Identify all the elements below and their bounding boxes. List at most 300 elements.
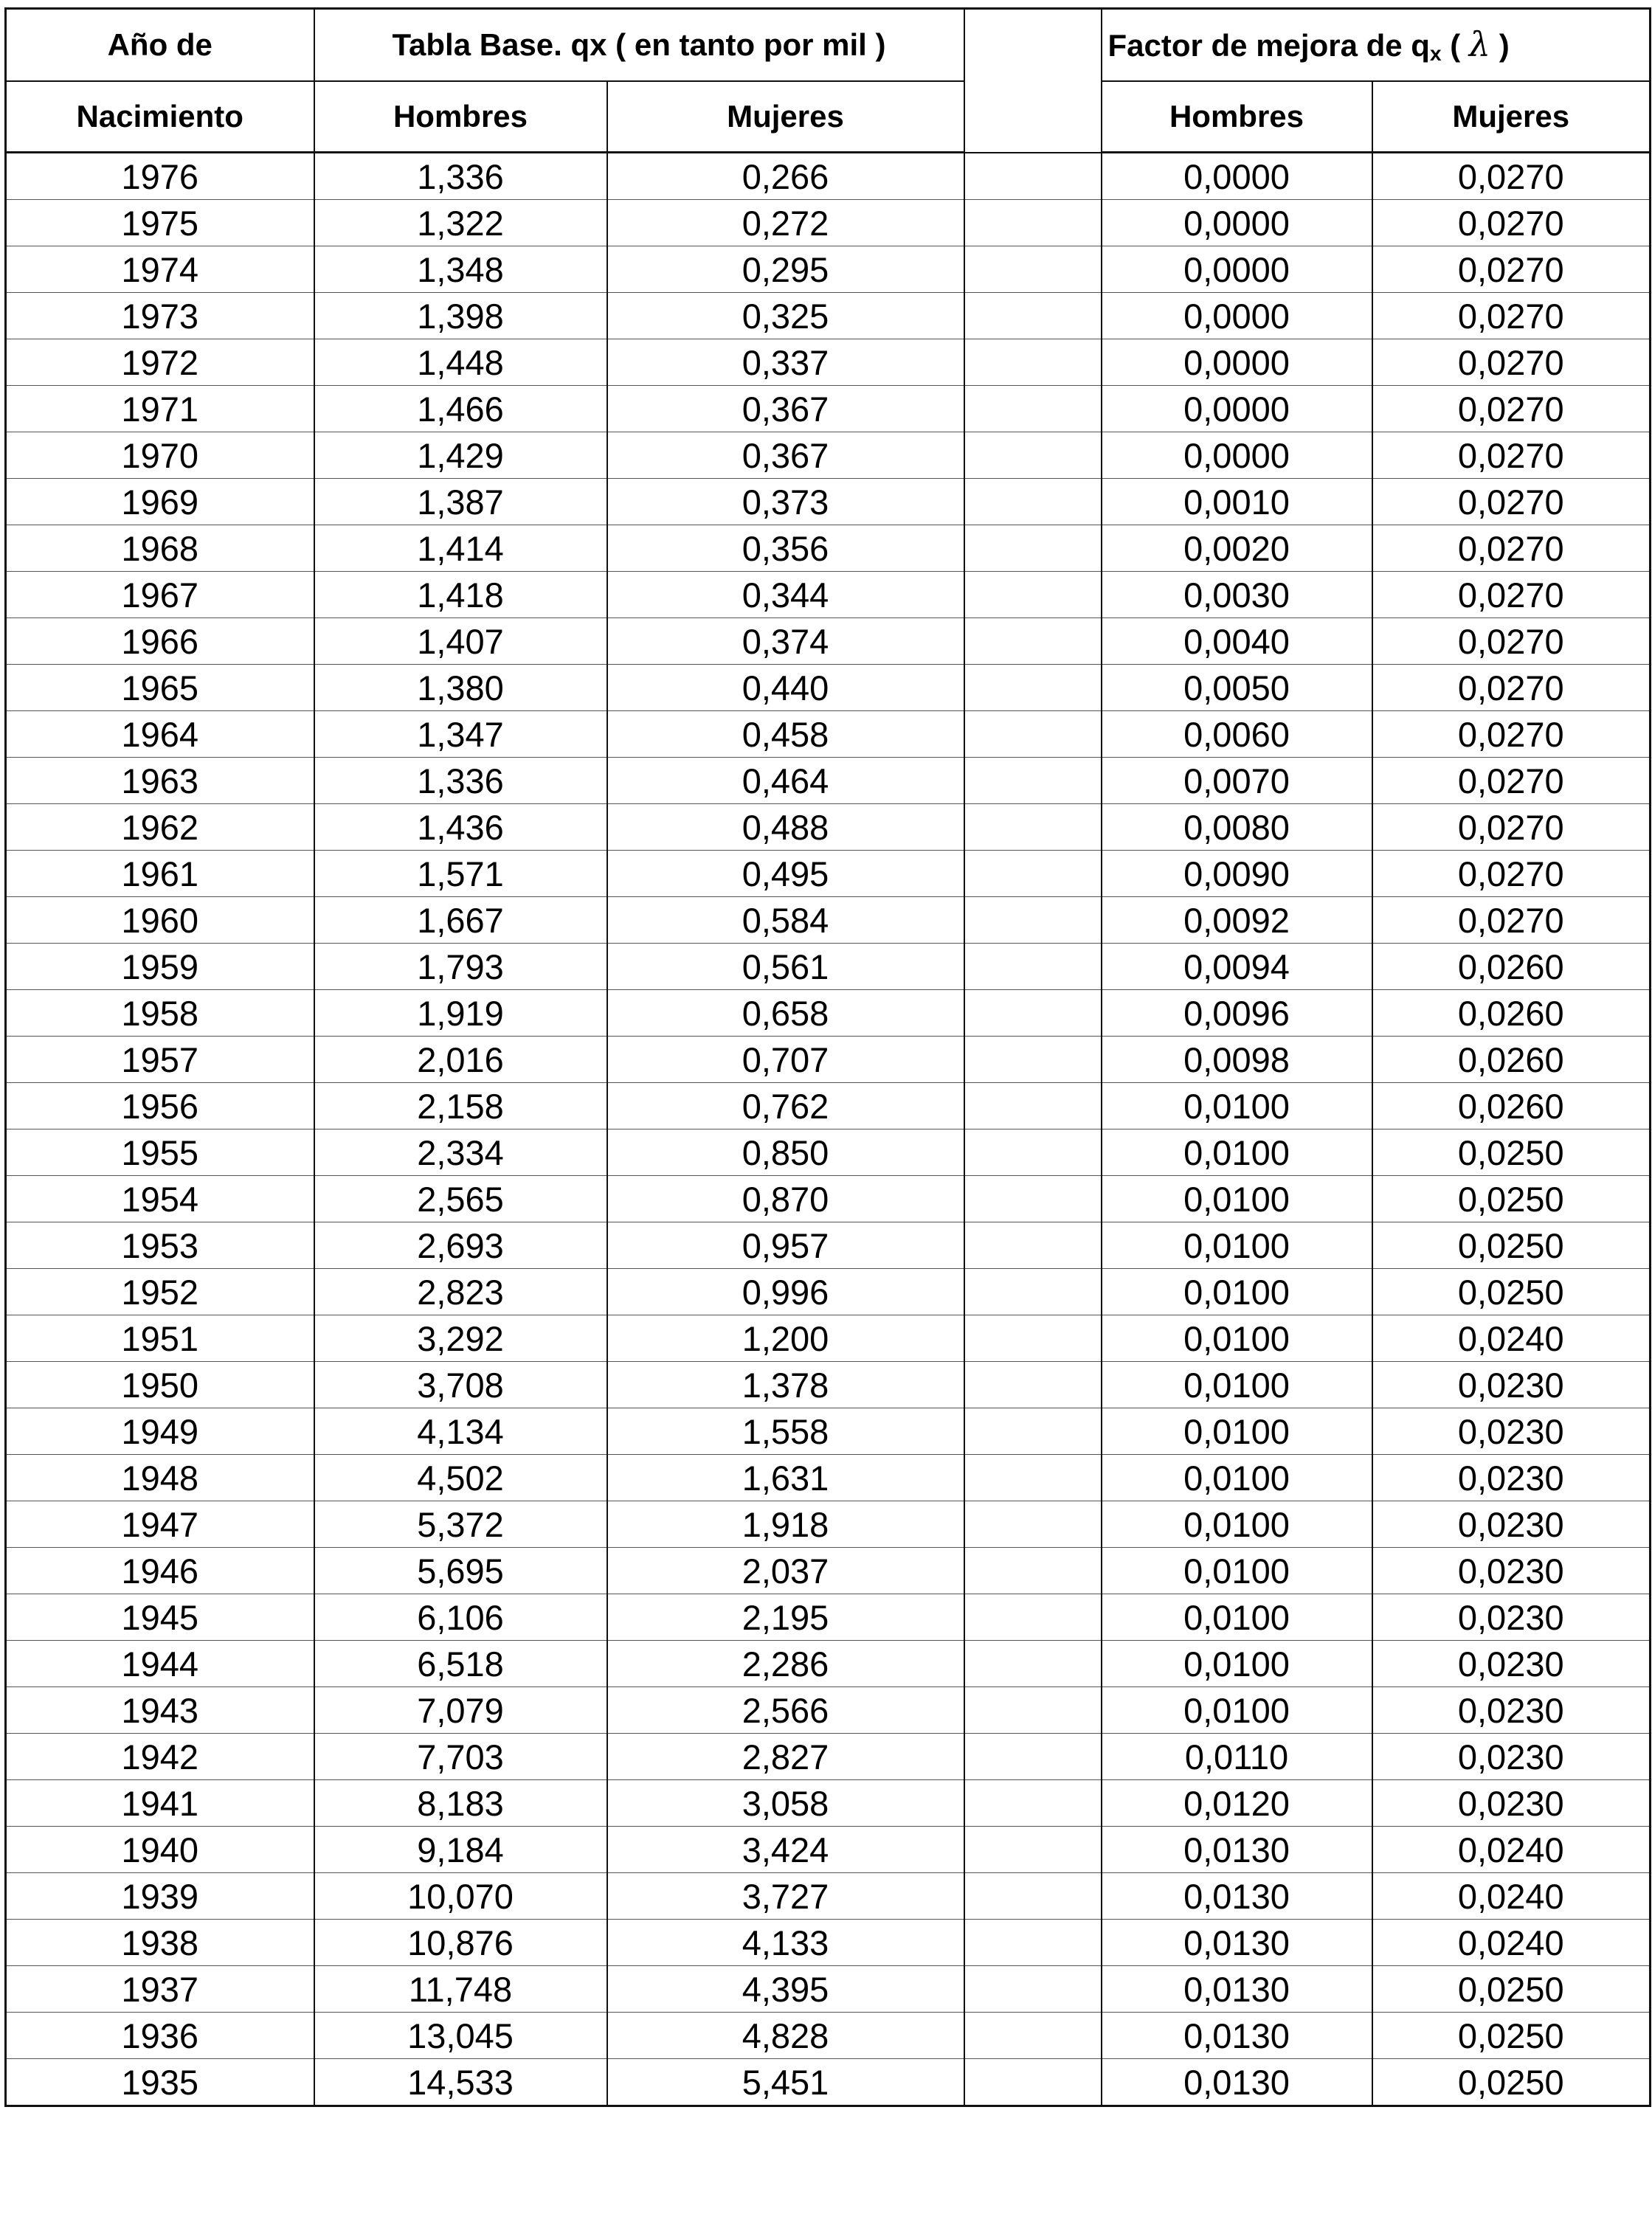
cell-factor-women: 0,0270	[1372, 386, 1651, 432]
cell-qx-women: 0,356	[607, 525, 964, 572]
cell-factor-men: 0,0096	[1102, 990, 1372, 1037]
table-row	[6, 293, 1651, 339]
cell-factor-men: 0,0030	[1102, 572, 1372, 618]
cell-birth-year: 1970	[6, 432, 314, 479]
cell-factor-men: 0,0090	[1102, 851, 1372, 897]
cell-spacer	[964, 1687, 1102, 1734]
cell-qx-women: 5,451	[607, 2059, 964, 2106]
cell-qx-men: 1,336	[314, 153, 607, 200]
header-improvement-men: Hombres	[1102, 81, 1372, 153]
cell-birth-year: 1945	[6, 1594, 314, 1641]
cell-qx-women: 0,870	[607, 1176, 964, 1222]
cell-qx-men: 1,336	[314, 758, 607, 804]
cell-qx-men: 10,876	[314, 1920, 607, 1966]
table-row	[6, 897, 1651, 944]
cell-qx-women: 3,058	[607, 1780, 964, 1827]
cell-spacer	[964, 1734, 1102, 1780]
cell-qx-men: 1,418	[314, 572, 607, 618]
cell-factor-women: 0,0250	[1372, 2013, 1651, 2059]
cell-spacer	[964, 479, 1102, 525]
cell-qx-men: 1,414	[314, 525, 607, 572]
header-base-men: Hombres	[314, 81, 607, 153]
cell-factor-men: 0,0100	[1102, 1362, 1372, 1408]
cell-qx-men: 2,158	[314, 1083, 607, 1129]
cell-birth-year: 1936	[6, 2013, 314, 2059]
cell-factor-women: 0,0270	[1372, 758, 1651, 804]
cell-qx-men: 1,322	[314, 200, 607, 246]
cell-factor-women: 0,0270	[1372, 293, 1651, 339]
cell-factor-women: 0,0240	[1372, 1873, 1651, 1920]
cell-qx-women: 0,266	[607, 153, 964, 200]
cell-birth-year: 1957	[6, 1037, 314, 1083]
cell-factor-women: 0,0250	[1372, 1269, 1651, 1315]
cell-qx-women: 0,850	[607, 1129, 964, 1176]
cell-factor-women: 0,0250	[1372, 2059, 1651, 2106]
table-row	[6, 665, 1651, 711]
cell-birth-year: 1954	[6, 1176, 314, 1222]
cell-factor-women: 0,0270	[1372, 153, 1651, 200]
cell-factor-women: 0,0270	[1372, 572, 1651, 618]
cell-factor-women: 0,0230	[1372, 1641, 1651, 1687]
cell-factor-men: 0,0080	[1102, 804, 1372, 851]
table-row	[6, 1083, 1651, 1129]
header-base-women: Mujeres	[607, 81, 964, 153]
cell-spacer	[964, 293, 1102, 339]
table-row	[6, 479, 1651, 525]
cell-qx-men: 2,016	[314, 1037, 607, 1083]
cell-spacer	[964, 2013, 1102, 2059]
cell-qx-men: 3,708	[314, 1362, 607, 1408]
cell-factor-men: 0,0100	[1102, 1083, 1372, 1129]
cell-qx-men: 9,184	[314, 1827, 607, 1873]
table-row	[6, 1037, 1651, 1083]
cell-qx-women: 1,631	[607, 1455, 964, 1501]
table-row	[6, 804, 1651, 851]
cell-qx-men: 1,793	[314, 944, 607, 990]
cell-qx-women: 0,957	[607, 1222, 964, 1269]
table-row	[6, 1920, 1651, 1966]
cell-qx-women: 0,440	[607, 665, 964, 711]
cell-spacer	[964, 1873, 1102, 1920]
cell-factor-men: 0,0020	[1102, 525, 1372, 572]
table-row	[6, 1734, 1651, 1780]
header-birth-year-line2: Nacimiento	[6, 81, 314, 153]
cell-factor-women: 0,0270	[1372, 665, 1651, 711]
cell-birth-year: 1961	[6, 851, 314, 897]
cell-birth-year: 1972	[6, 339, 314, 386]
cell-factor-men: 0,0100	[1102, 1501, 1372, 1548]
cell-factor-men: 0,0000	[1102, 432, 1372, 479]
cell-spacer	[964, 990, 1102, 1037]
cell-qx-women: 4,133	[607, 1920, 964, 1966]
cell-qx-men: 2,693	[314, 1222, 607, 1269]
cell-factor-women: 0,0240	[1372, 1827, 1651, 1873]
cell-factor-men: 0,0100	[1102, 1594, 1372, 1641]
table-row	[6, 2013, 1651, 2059]
table-row	[6, 1966, 1651, 2013]
cell-qx-men: 10,070	[314, 1873, 607, 1920]
cell-birth-year: 1951	[6, 1315, 314, 1362]
cell-factor-men: 0,0000	[1102, 246, 1372, 293]
cell-factor-women: 0,0260	[1372, 1037, 1651, 1083]
cell-factor-men: 0,0100	[1102, 1455, 1372, 1501]
cell-qx-men: 13,045	[314, 2013, 607, 2059]
cell-factor-women: 0,0230	[1372, 1687, 1651, 1734]
cell-birth-year: 1971	[6, 386, 314, 432]
cell-factor-women: 0,0230	[1372, 1408, 1651, 1455]
cell-factor-men: 0,0100	[1102, 1687, 1372, 1734]
cell-qx-women: 2,566	[607, 1687, 964, 1734]
header-improvement-women: Mujeres	[1372, 81, 1651, 153]
cell-birth-year: 1952	[6, 1269, 314, 1315]
table-row	[6, 990, 1651, 1037]
cell-factor-women: 0,0270	[1372, 618, 1651, 665]
cell-factor-women: 0,0270	[1372, 339, 1651, 386]
table-row	[6, 386, 1651, 432]
cell-qx-men: 5,695	[314, 1548, 607, 1594]
cell-birth-year: 1967	[6, 572, 314, 618]
cell-spacer	[964, 1362, 1102, 1408]
cell-factor-women: 0,0230	[1372, 1780, 1651, 1827]
cell-birth-year: 1960	[6, 897, 314, 944]
cell-factor-men: 0,0130	[1102, 2013, 1372, 2059]
cell-birth-year: 1968	[6, 525, 314, 572]
cell-factor-women: 0,0230	[1372, 1548, 1651, 1594]
cell-qx-men: 3,292	[314, 1315, 607, 1362]
header-improvement-prefix: Factor de mejora de q	[1107, 28, 1430, 63]
cell-birth-year: 1947	[6, 1501, 314, 1548]
cell-factor-men: 0,0100	[1102, 1129, 1372, 1176]
cell-factor-men: 0,0100	[1102, 1315, 1372, 1362]
cell-factor-men: 0,0130	[1102, 1966, 1372, 2013]
cell-factor-men: 0,0110	[1102, 1734, 1372, 1780]
cell-qx-women: 0,561	[607, 944, 964, 990]
cell-factor-men: 0,0040	[1102, 618, 1372, 665]
cell-spacer	[964, 1920, 1102, 1966]
cell-qx-men: 8,183	[314, 1780, 607, 1827]
cell-spacer	[964, 432, 1102, 479]
cell-qx-women: 0,488	[607, 804, 964, 851]
cell-qx-women: 0,374	[607, 618, 964, 665]
cell-qx-women: 0,762	[607, 1083, 964, 1129]
table-row	[6, 758, 1651, 804]
cell-qx-women: 2,037	[607, 1548, 964, 1594]
table-row	[6, 944, 1651, 990]
cell-birth-year: 1942	[6, 1734, 314, 1780]
cell-qx-women: 0,295	[607, 246, 964, 293]
cell-qx-men: 7,079	[314, 1687, 607, 1734]
cell-factor-men: 0,0050	[1102, 665, 1372, 711]
cell-qx-men: 4,134	[314, 1408, 607, 1455]
cell-factor-women: 0,0270	[1372, 851, 1651, 897]
cell-birth-year: 1973	[6, 293, 314, 339]
cell-spacer	[964, 572, 1102, 618]
cell-spacer	[964, 1176, 1102, 1222]
table-row	[6, 851, 1651, 897]
cell-spacer	[964, 1222, 1102, 1269]
cell-factor-men: 0,0130	[1102, 1827, 1372, 1873]
table-row	[6, 1222, 1651, 1269]
cell-factor-men: 0,0000	[1102, 153, 1372, 200]
header-birth-year-line1: Año de	[6, 9, 314, 82]
cell-factor-men: 0,0100	[1102, 1548, 1372, 1594]
cell-qx-men: 1,571	[314, 851, 607, 897]
cell-qx-men: 2,823	[314, 1269, 607, 1315]
cell-birth-year: 1974	[6, 246, 314, 293]
cell-qx-women: 0,464	[607, 758, 964, 804]
table-row	[6, 572, 1651, 618]
cell-birth-year: 1938	[6, 1920, 314, 1966]
table-row	[6, 339, 1651, 386]
cell-factor-men: 0,0100	[1102, 1408, 1372, 1455]
cell-spacer	[964, 758, 1102, 804]
cell-factor-men: 0,0130	[1102, 2059, 1372, 2106]
table-row	[6, 1548, 1651, 1594]
cell-qx-men: 1,348	[314, 246, 607, 293]
cell-qx-men: 14,533	[314, 2059, 607, 2106]
cell-factor-men: 0,0000	[1102, 339, 1372, 386]
table-row	[6, 1873, 1651, 1920]
cell-qx-men: 1,380	[314, 665, 607, 711]
table-row	[6, 618, 1651, 665]
cell-qx-women: 0,344	[607, 572, 964, 618]
cell-birth-year: 1965	[6, 665, 314, 711]
table-row	[6, 1408, 1651, 1455]
cell-spacer	[964, 1641, 1102, 1687]
cell-birth-year: 1946	[6, 1548, 314, 1594]
cell-birth-year: 1975	[6, 200, 314, 246]
cell-qx-women: 0,707	[607, 1037, 964, 1083]
cell-factor-men: 0,0100	[1102, 1269, 1372, 1315]
cell-factor-women: 0,0250	[1372, 1222, 1651, 1269]
table-row	[6, 1176, 1651, 1222]
cell-qx-women: 2,286	[607, 1641, 964, 1687]
cell-qx-men: 1,448	[314, 339, 607, 386]
cell-qx-women: 1,378	[607, 1362, 964, 1408]
cell-qx-women: 0,272	[607, 200, 964, 246]
cell-qx-women: 0,367	[607, 386, 964, 432]
cell-spacer	[964, 386, 1102, 432]
cell-spacer	[964, 1269, 1102, 1315]
cell-qx-men: 7,703	[314, 1734, 607, 1780]
cell-qx-women: 3,727	[607, 1873, 964, 1920]
table-row	[6, 432, 1651, 479]
cell-factor-women: 0,0240	[1372, 1920, 1651, 1966]
cell-factor-women: 0,0270	[1372, 200, 1651, 246]
cell-factor-women: 0,0230	[1372, 1594, 1651, 1641]
cell-factor-men: 0,0010	[1102, 479, 1372, 525]
cell-qx-women: 1,918	[607, 1501, 964, 1548]
cell-factor-women: 0,0230	[1372, 1734, 1651, 1780]
cell-qx-men: 1,387	[314, 479, 607, 525]
header-row-1	[6, 9, 1651, 82]
cell-qx-women: 0,325	[607, 293, 964, 339]
cell-factor-women: 0,0260	[1372, 944, 1651, 990]
cell-qx-men: 2,565	[314, 1176, 607, 1222]
cell-factor-men: 0,0000	[1102, 293, 1372, 339]
cell-qx-women: 4,828	[607, 2013, 964, 2059]
table-row	[6, 1129, 1651, 1176]
cell-qx-men: 1,466	[314, 386, 607, 432]
cell-birth-year: 1953	[6, 1222, 314, 1269]
cell-spacer	[964, 851, 1102, 897]
cell-factor-men: 0,0098	[1102, 1037, 1372, 1083]
cell-factor-women: 0,0270	[1372, 479, 1651, 525]
table-row	[6, 246, 1651, 293]
cell-birth-year: 1937	[6, 1966, 314, 2013]
cell-birth-year: 1956	[6, 1083, 314, 1129]
cell-spacer	[964, 1455, 1102, 1501]
table-row	[6, 1315, 1651, 1362]
cell-factor-women: 0,0230	[1372, 1455, 1651, 1501]
cell-factor-women: 0,0260	[1372, 1083, 1651, 1129]
cell-spacer	[964, 1780, 1102, 1827]
cell-spacer	[964, 339, 1102, 386]
cell-factor-women: 0,0230	[1372, 1501, 1651, 1548]
cell-qx-women: 0,373	[607, 479, 964, 525]
cell-birth-year: 1969	[6, 479, 314, 525]
cell-factor-women: 0,0270	[1372, 525, 1651, 572]
cell-birth-year: 1964	[6, 711, 314, 758]
cell-qx-men: 1,919	[314, 990, 607, 1037]
cell-birth-year: 1962	[6, 804, 314, 851]
header-improvement-subscript: x	[1429, 42, 1442, 65]
cell-spacer	[964, 944, 1102, 990]
cell-spacer	[964, 1315, 1102, 1362]
table-row	[6, 1641, 1651, 1687]
cell-birth-year: 1939	[6, 1873, 314, 1920]
cell-spacer	[964, 1083, 1102, 1129]
cell-spacer	[964, 897, 1102, 944]
cell-spacer	[964, 1037, 1102, 1083]
cell-spacer	[964, 2059, 1102, 2106]
table-row	[6, 1594, 1651, 1641]
cell-factor-men: 0,0070	[1102, 758, 1372, 804]
cell-factor-women: 0,0240	[1372, 1315, 1651, 1362]
table-row	[6, 2059, 1651, 2106]
cell-qx-men: 1,429	[314, 432, 607, 479]
table-row	[6, 1362, 1651, 1408]
cell-qx-men: 11,748	[314, 1966, 607, 2013]
header-row-2	[6, 81, 1651, 153]
cell-birth-year: 1955	[6, 1129, 314, 1176]
table-row	[6, 1827, 1651, 1873]
header-spacer	[964, 9, 1102, 153]
cell-factor-men: 0,0094	[1102, 944, 1372, 990]
cell-qx-men: 1,407	[314, 618, 607, 665]
header-improvement-open: (	[1441, 28, 1461, 63]
cell-qx-women: 0,337	[607, 339, 964, 386]
cell-birth-year: 1959	[6, 944, 314, 990]
cell-factor-men: 0,0060	[1102, 711, 1372, 758]
cell-spacer	[964, 1827, 1102, 1873]
table-row	[6, 1501, 1651, 1548]
cell-qx-women: 3,424	[607, 1827, 964, 1873]
cell-factor-women: 0,0250	[1372, 1176, 1651, 1222]
lambda-symbol: λ	[1468, 24, 1491, 64]
cell-qx-men: 4,502	[314, 1455, 607, 1501]
cell-qx-women: 2,195	[607, 1594, 964, 1641]
table-row	[6, 1269, 1651, 1315]
cell-qx-women: 0,658	[607, 990, 964, 1037]
cell-birth-year: 1941	[6, 1780, 314, 1827]
cell-spacer	[964, 1548, 1102, 1594]
cell-spacer	[964, 200, 1102, 246]
cell-factor-women: 0,0270	[1372, 711, 1651, 758]
cell-birth-year: 1943	[6, 1687, 314, 1734]
mortality-table-container	[4, 7, 1651, 2107]
table-row	[6, 711, 1651, 758]
cell-factor-men: 0,0130	[1102, 1920, 1372, 1966]
cell-factor-men: 0,0100	[1102, 1176, 1372, 1222]
cell-spacer	[964, 711, 1102, 758]
table-row	[6, 200, 1651, 246]
cell-factor-men: 0,0120	[1102, 1780, 1372, 1827]
cell-birth-year: 1944	[6, 1641, 314, 1687]
cell-spacer	[964, 618, 1102, 665]
cell-spacer	[964, 1966, 1102, 2013]
cell-qx-men: 6,106	[314, 1594, 607, 1641]
table-row	[6, 525, 1651, 572]
cell-qx-women: 0,584	[607, 897, 964, 944]
cell-factor-men: 0,0130	[1102, 1873, 1372, 1920]
cell-spacer	[964, 1129, 1102, 1176]
cell-qx-men: 2,334	[314, 1129, 607, 1176]
mortality-table	[4, 7, 1651, 2107]
cell-factor-men: 0,0100	[1102, 1222, 1372, 1269]
cell-qx-men: 1,347	[314, 711, 607, 758]
cell-factor-women: 0,0270	[1372, 432, 1651, 479]
header-improvement-factor	[1102, 9, 1651, 82]
cell-birth-year: 1940	[6, 1827, 314, 1873]
cell-qx-women: 0,367	[607, 432, 964, 479]
table-row	[6, 1455, 1651, 1501]
cell-qx-women: 1,558	[607, 1408, 964, 1455]
cell-factor-women: 0,0260	[1372, 990, 1651, 1037]
cell-factor-men: 0,0000	[1102, 200, 1372, 246]
cell-spacer	[964, 525, 1102, 572]
cell-spacer	[964, 665, 1102, 711]
cell-qx-women: 1,200	[607, 1315, 964, 1362]
cell-birth-year: 1963	[6, 758, 314, 804]
cell-qx-men: 1,436	[314, 804, 607, 851]
cell-factor-women: 0,0230	[1372, 1362, 1651, 1408]
table-row	[6, 1780, 1651, 1827]
cell-factor-women: 0,0270	[1372, 804, 1651, 851]
cell-factor-men: 0,0092	[1102, 897, 1372, 944]
cell-qx-men: 6,518	[314, 1641, 607, 1687]
cell-qx-men: 1,398	[314, 293, 607, 339]
cell-factor-men: 0,0100	[1102, 1641, 1372, 1687]
cell-spacer	[964, 246, 1102, 293]
cell-qx-women: 0,458	[607, 711, 964, 758]
header-improvement-close: )	[1499, 28, 1510, 63]
cell-qx-women: 0,495	[607, 851, 964, 897]
cell-spacer	[964, 153, 1102, 200]
cell-factor-women: 0,0270	[1372, 897, 1651, 944]
cell-factor-women: 0,0250	[1372, 1966, 1651, 2013]
cell-spacer	[964, 1408, 1102, 1455]
cell-factor-women: 0,0270	[1372, 246, 1651, 293]
cell-spacer	[964, 1594, 1102, 1641]
cell-birth-year: 1966	[6, 618, 314, 665]
table-row	[6, 1687, 1651, 1734]
header-base-table: Tabla Base. qx ( en tanto por mil )	[314, 9, 964, 82]
cell-birth-year: 1948	[6, 1455, 314, 1501]
cell-birth-year: 1949	[6, 1408, 314, 1455]
cell-qx-women: 2,827	[607, 1734, 964, 1780]
table-row	[6, 153, 1651, 200]
